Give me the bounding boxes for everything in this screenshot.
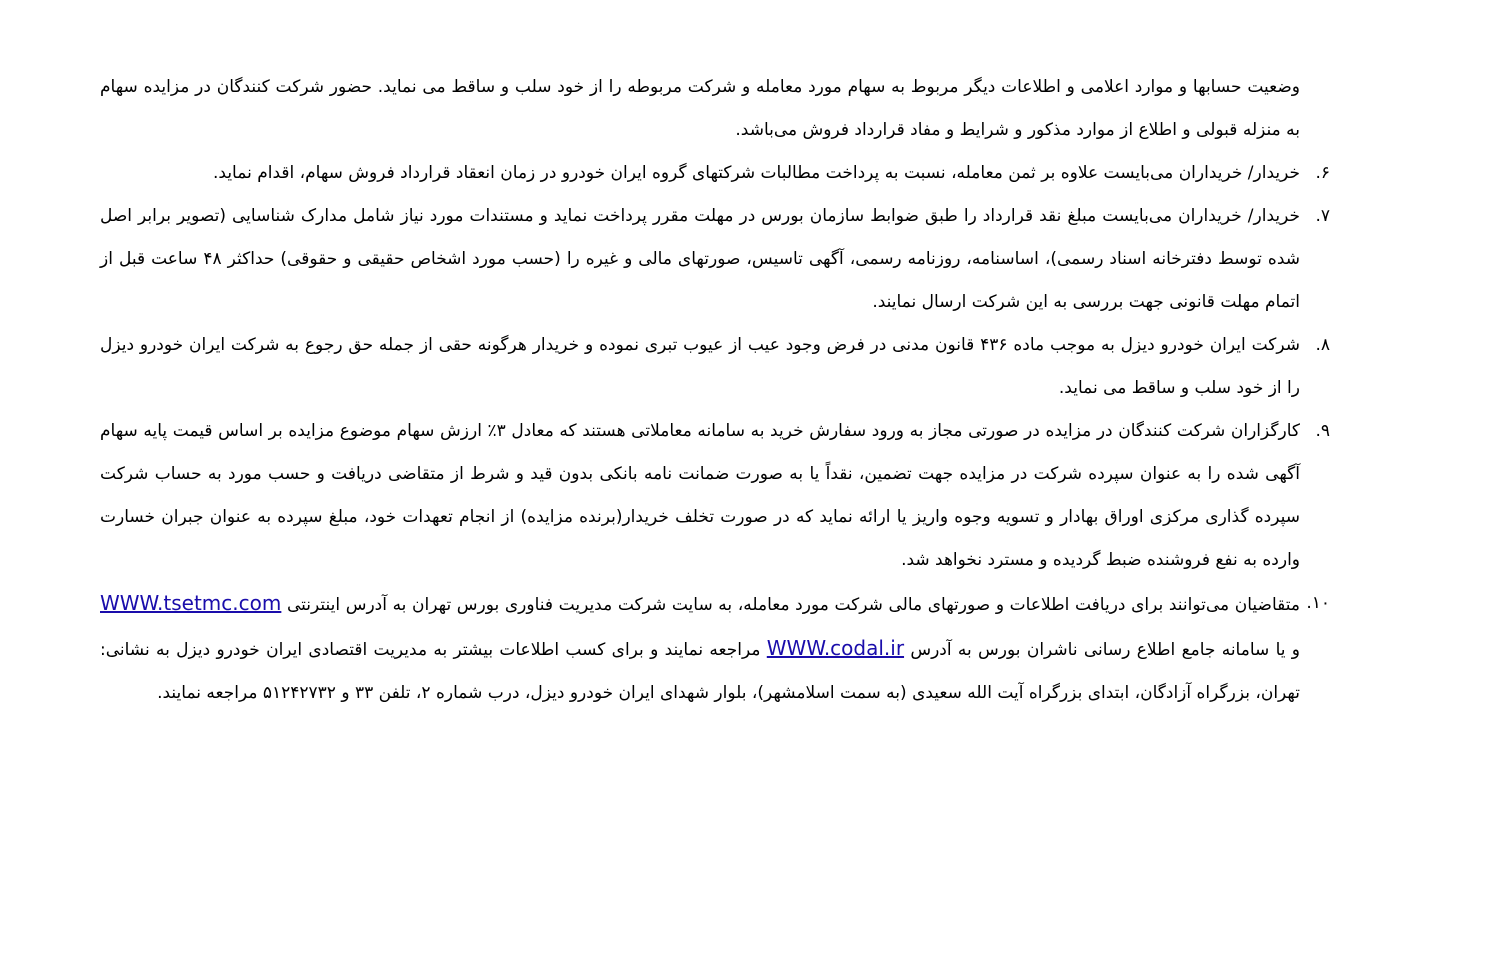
list-item-text-part1: متقاضیان می‌توانند برای دریافت اطلاعات و صورتهای مالی شرکت مورد معامله، به سایت شرکت مدیریت فناوری بورس تهران به آدرس اینترنتی [281,595,1300,615]
list-item-7 [100,195,1330,324]
list-item-number: ۷. [1315,206,1330,226]
list-item-text: شرکت ایران خودرو دیزل به موجب ماده ۴۳۶ قانون مدنی در فرض وجود عیب از عیوب تبری نموده و خریدار هرگونه حقی از جمله حق رجوع به شرکت ایران خودرو دیزل را از خود سلب و ساقط می نماید. [100,335,1300,398]
tsetmc-link[interactable]: WWW.tsetmc.com [100,591,282,615]
lead-paragraph: وضعیت حسابها و موارد اعلامی و اطلاعات دیگر مربوط به سهام مورد معامله و شرکت مربوطه را از خود سلب و ساقط می نماید. حضور شرکت کنندگان در مزایده سهام به منزله قبولی و اطلاع از موارد مذکور و شرایط و مفاد قرارداد فروش می‌باشد. [100,77,1300,140]
list-item-number: ۹. [1315,421,1330,441]
list-item-number: ۸. [1315,335,1330,355]
list-item-text: خریدار/ خریداران می‌بایست مبلغ نقد قرارداد را طبق ضوابط سازمان بورس در مهلت مقرر پرداخت نماید و مستندات مورد نیاز شامل مدارک شناسایی (تصویر برابر اصل شده توسط دفترخانه اسناد رسمی)، اساسنامه، روزنامه رسمی، آگهی تاسیس، صورتهای مالی و غیره را (حسب مورد اشخاص حقیقی و حقوقی) حداکثر ۴۸ ساعت قبل از اتمام مهلت قانونی جهت بررسی به این شرکت ارسال نمایند. [100,206,1300,312]
list-item-8 [100,324,1330,410]
list-item-text: خریدار/ خریداران می‌بایست علاوه بر ثمن معامله، نسبت به پرداخت مطالبات شرکتهای گروه ایران خودرو در زمان انعقاد قرارداد فروش سهام، اقدام نماید. [213,163,1300,183]
list-item-number: ۶. [1315,163,1330,183]
list-item-6 [100,152,1330,195]
list-item-text: کارگزاران شرکت کنندگان در مزایده در صورتی مجاز به ورود سفارش خرید به سامانه معاملاتی هستند که معادل ۳٪ ارزش سهام موضوع مزایده بر اساس قیمت پایه سهام آگهی شده را به عنوان سپرده شرکت در مزایده جهت تضمین، نقداً یا به صورت ضمانت نامه بانکی بدون قید و شرط از متقاضی دریافت و حسب مورد به حساب شرکت سپرده گذاری مرکزی اوراق بهادار و تسویه وجوه واریز یا ارائه نماید که در صورت تخلف خریدار(برنده مزایده) از انجام تعهدات خود، مبلغ سپرده به عنوان جبران خسارت وارده به نفع فروشنده ضبط گردیده و مسترد نخواهد شد. [100,421,1300,570]
list-item-text-part3: مراجعه نمایند و برای کسب اطلاعات بیشتر به مدیریت اقتصادی ایران خودرو دیزل به نشانی: تهران، بزرگراه آزادگان، ابتدای بزرگراه آیت الله سعیدی (به سمت اسلامشهر)، بلوار شهدای ایران خودرو دیزل، درب شماره ۲، تلفن ۳۳ و ۵۱۲۴۲۷۳۲ مراجعه نمایند. [100,640,1300,703]
list-item-10 [100,582,1330,715]
document-body [100,66,1330,715]
codal-link[interactable]: WWW.codal.ir [766,636,905,660]
list-item-9 [100,410,1330,582]
list-item-number: ۱۰. [1306,593,1330,613]
list-item-text-part2: و یا سامانه جامع اطلاع رسانی ناشران بورس به آدرس [904,640,1300,660]
